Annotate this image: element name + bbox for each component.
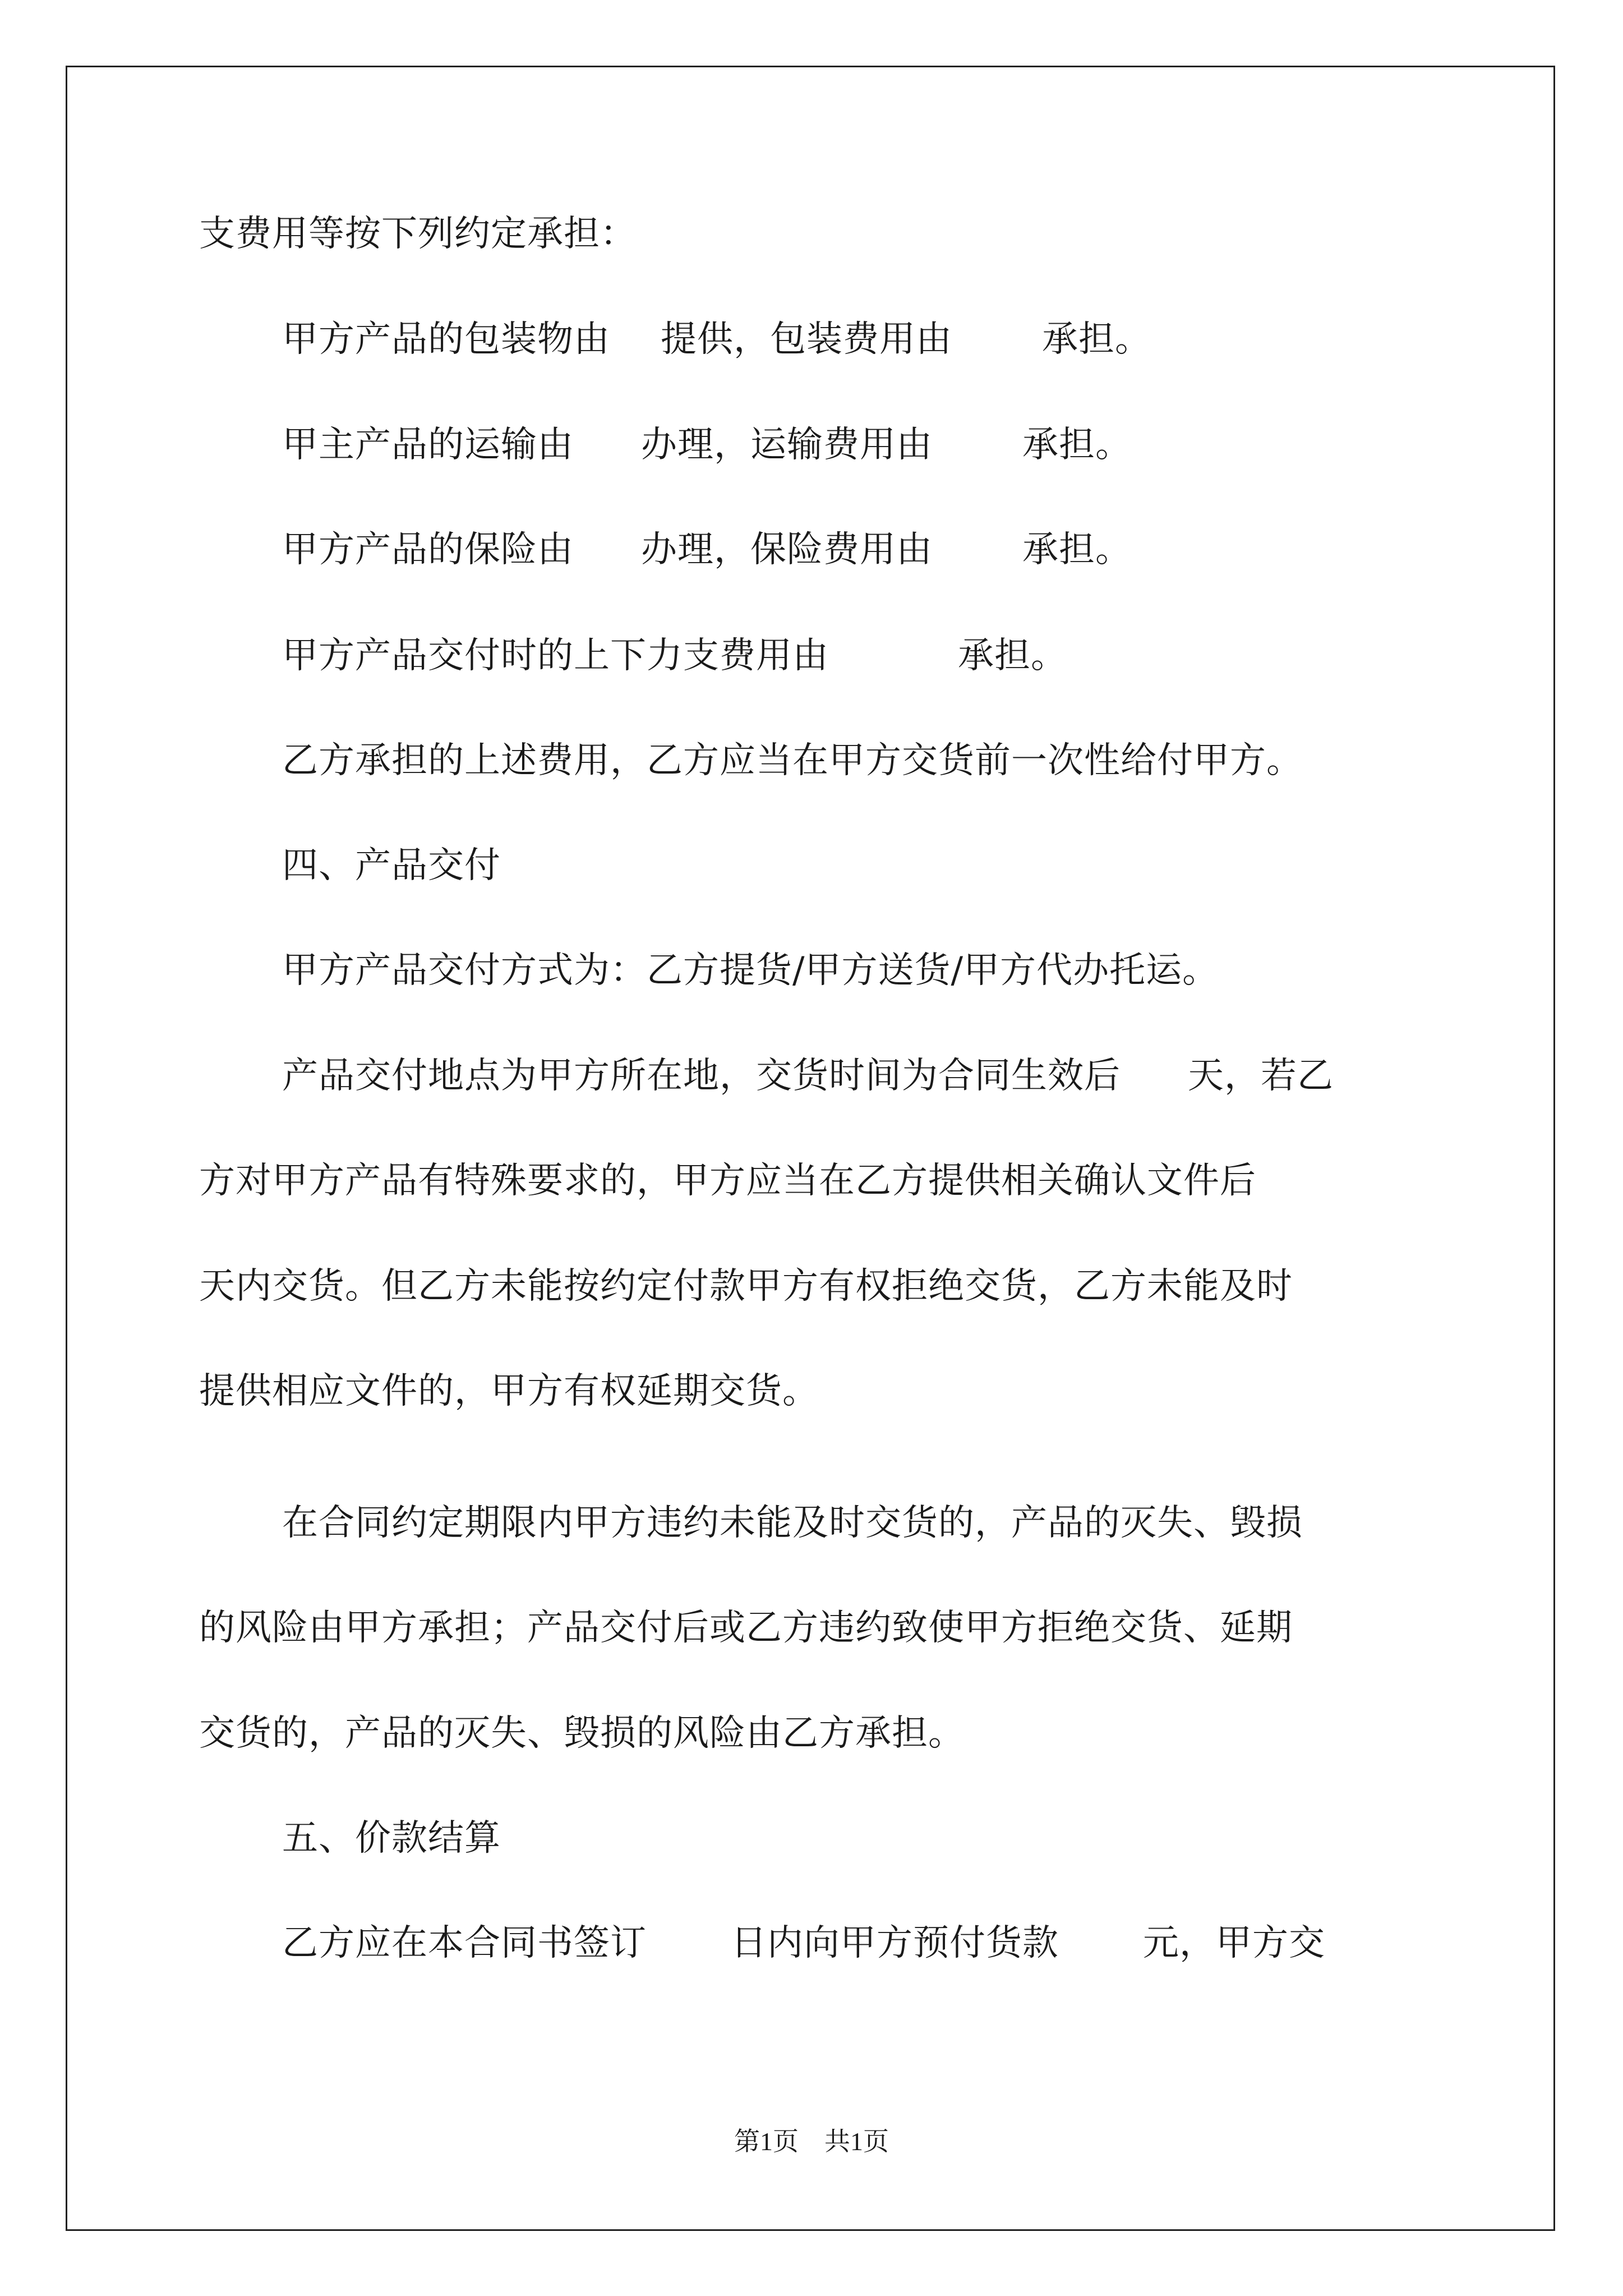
paragraph-line: 乙方承担的上述费用，乙方应当在甲方交货前一次性给付甲方。 xyxy=(282,740,1303,781)
section-heading: 四、产品交付 xyxy=(282,845,501,886)
page-border xyxy=(66,66,1555,2231)
paragraph-line: 甲方产品的保险由 办理，保险费用由 承担。 xyxy=(282,529,1132,570)
paragraph-line: 方对甲方产品有特殊要求的，甲方应当在乙方提供相关确认文件后 xyxy=(199,1160,1256,1202)
paragraph-line: 天内交货。但乙方未能按约定付款甲方有权拒绝交货，乙方未能及时 xyxy=(199,1266,1293,1307)
paragraph-line: 的风险由甲方承担；产品交付后或乙方违约致使甲方拒绝交货、延期 xyxy=(199,1607,1293,1649)
paragraph-line: 产品交付地点为甲方所在地，交货时间为合同生效后 天，若乙 xyxy=(282,1055,1334,1097)
paragraph-line: 交货的，产品的灭失、毁损的风险由乙方承担。 xyxy=(199,1713,965,1754)
paragraph-line: 支费用等按下列约定承担： xyxy=(199,213,637,255)
paragraph-line: 甲方产品的包装物由 提供，包装费用由 承担。 xyxy=(282,319,1151,360)
paragraph-line: 提供相应文件的，甲方有权延期交货。 xyxy=(199,1370,819,1412)
paragraph-line: 在合同约定期限内甲方违约未能及时交货的，产品的灭失、毁损 xyxy=(282,1502,1303,1544)
paragraph-line: 甲方产品交付时的上下力支费用由 承担。 xyxy=(282,635,1067,677)
paragraph-line: 乙方应在本合同书签订 日内向甲方预付货款 元，甲方交 xyxy=(282,1922,1325,1964)
page-number: 第1页 共1页 xyxy=(734,2127,889,2156)
paragraph-line: 甲主产品的运输由 办理，运输费用由 承担。 xyxy=(282,424,1132,466)
paragraph-line: 甲方产品交付方式为：乙方提货/甲方送货/甲方代办托运。 xyxy=(282,950,1219,991)
section-heading: 五、价款结算 xyxy=(282,1818,501,1859)
